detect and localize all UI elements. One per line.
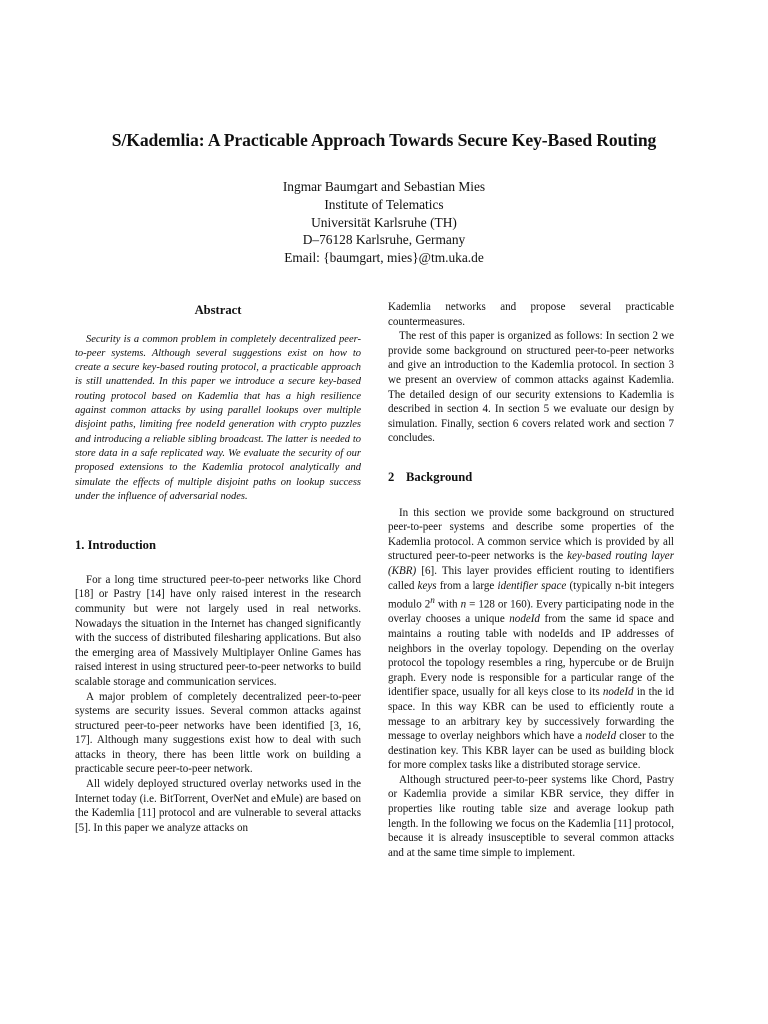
text-run: in the id space. In this way KBR can be used to efficiently route a message to an arbitrary key by successively forwarding the message to overlay neighbors which have a — [388, 686, 675, 743]
author-institute: Institute of Telematics — [324, 196, 444, 212]
background-paragraph — [388, 506, 674, 773]
term-nodeid: nodeId — [602, 686, 634, 699]
text-run: from the same id space and maintains a routing table with nodeIds and IP addresses of neighbors in the overlay topology. Depending on the overlay protocol the topology resembles a ring, hypercube or de Bruijn graph. Every node is responsible for a particular range of the identifier space, usually for all keys close to its — [388, 613, 674, 699]
left-column — [75, 300, 361, 835]
abstract-heading: Abstract — [194, 303, 242, 317]
abstract-text: Security is a common problem in completely decentralized peer-to-peer systems. Although several suggestions exist on how to create a secure key-based routing protocol, a practicable approach is still unattended. In this paper we introduce a secure key-based routing protocol based on Kademlia that has a high resilience against common attacks by using parallel lookups over multiple disjoint paths, limiting free nodeId generation with crypto puzzles and introducing a reliable sibling broadcast. The latter is needed to store data in a safe replicated way. We evaluate the security of our proposed extensions to the Kademlia protocol analytically and simulate the effects of multiple disjoint paths on lookup success under the influence of adversarial nodes. — [75, 333, 361, 502]
text-run: = 128 or 160). Every participating node in the overlay chooses a unique — [388, 598, 674, 626]
introduction-heading: 1. Introduction — [75, 538, 156, 553]
intro-continuation: Kademlia networks and propose several practicable countermeasures. — [388, 301, 674, 328]
author-university: Universität Karlsruhe (TH) — [311, 214, 457, 230]
term-identifier-space: identifier space — [497, 579, 567, 592]
text-run: closer to the destination key. This KBR layer can be used as building block for more complex tasks like a distributed storage service. — [388, 730, 674, 772]
background-paragraph: Although structured peer-to-peer systems like Chord, Pastry or Kademlia provide a similar KBR service, they differ in properties like routing table size and average lookup path length. In the following we focus on the Kademlia [11] protocol, because it is already insusceptible to several common attacks and at the same time simple to implement. — [388, 773, 674, 859]
text-run: from a large — [436, 579, 498, 592]
background-heading-number: 2 — [388, 469, 395, 484]
superscript-n: n — [430, 595, 435, 606]
intro-paragraph: For a long time structured peer-to-peer networks like Chord [18] or Pastry [14] have only raised interest in the research community but were not largely used in real networks. Nowadays the situation in the Internet has changed significantly with the success of distributed filesharing applications. But also the emerging area of Massively Multiplayer Online Games has raised interest in using structured peer-to-peer networks to build scalable storage and communication services. — [75, 573, 361, 688]
paper-organization-paragraph: The rest of this paper is organized as follows: In section 2 we provide some background on structured peer-to-peer networks and give an introduction to the Kademlia protocol. In section 3 we present an overview of common attacks against Kademlia. The detailed design of our security extensions to Kademlia is described in section 4. In section 5 we evaluate our design by simulation. Finally, section 6 covers related work and section 7 concludes. — [388, 330, 674, 445]
term-nodeid: nodeId — [509, 613, 540, 626]
author-names: Ingmar Baumgart and Sebastian Mies — [282, 179, 486, 194]
math-n: n — [460, 598, 467, 611]
right-column — [388, 300, 674, 860]
term-kbr: key-based routing layer (KBR) — [388, 550, 674, 577]
author-block — [0, 178, 768, 267]
text-run: [6]. This layer provides efficient routing to identifiers called — [388, 564, 674, 592]
intro-paragraph: All widely deployed structured overlay networks used in the Internet today (i.e. BitTorrent, OverNet and eMule) are based on the Kademlia [11] protocol and are vulnerable to several attacks [5]. In this paper we analyze attacks on — [75, 778, 361, 834]
text-run: In this section we provide some background on structured peer-to-peer systems and describe some properties of the Kademlia protocol. A common service which is provided by all structured peer-to-peer networks is the — [388, 506, 674, 563]
background-heading-text: Background — [406, 469, 473, 484]
term-keys: keys — [417, 579, 437, 592]
term-nodeid: nodeId — [585, 730, 617, 743]
text-run: (typically n-bit integers modulo 2 — [388, 579, 674, 611]
paper-title: S/Kademlia: A Practicable Approach Towards Secure Key-Based Routing — [111, 130, 657, 150]
text-run: with — [434, 598, 461, 611]
background-heading — [388, 470, 674, 485]
author-email: Email: {baumgart, mies}@tm.uka.de — [284, 250, 484, 266]
author-address: D–76128 Karlsruhe, Germany — [302, 232, 466, 248]
intro-paragraph: A major problem of completely decentralized peer-to-peer systems are security issues. Several common attacks against structured peer-to-peer networks have been identified [3, 16, 17]. Although many suggestions exist how to deal with such attacks in theory, there has been little work on building a practicable secure peer-to-peer network. — [75, 690, 361, 776]
